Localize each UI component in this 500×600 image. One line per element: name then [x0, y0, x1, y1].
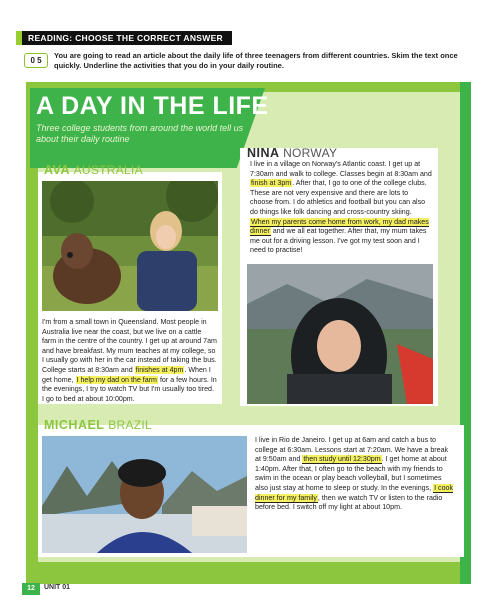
- michael-highlight: then study until 12:30pm: [303, 455, 381, 464]
- nina-text-part: . After that, I go to one of the college clubs. These are not very expensive and there are lots to choose from. I do athletics and football but you can also do things like folk dancing and cross-country skiing.: [250, 179, 427, 216]
- exercise-instruction: You are going to read an article about the daily life of three teenagers from different countries. Skim the text once quickly. Underline the activities that you do in your daily routine.: [54, 51, 458, 70]
- ava-text: [42, 318, 217, 404]
- nina-heading: [247, 146, 337, 160]
- article-title: A DAY IN THE LIFE: [36, 92, 269, 120]
- ava-highlight: I help my dad on the farm: [76, 375, 157, 384]
- michael-country: BRAZIL: [108, 418, 153, 432]
- article-subtitle: Three college students from around the world tell us about their daily routine: [36, 123, 244, 144]
- michael-text-part: . I get home at about 1:40pm. After that, I often go to the beach with my friends to swim in the ocean or play beach volleyball, but I sometimes also just stay at home to sleep or study. In the evenings,: [255, 455, 447, 492]
- nina-highlight: When my parents come home from work, my dad makes dinner: [250, 217, 429, 236]
- michael-highlight: I cook dinner for my family: [255, 483, 454, 502]
- nina-photo: [247, 264, 433, 404]
- michael-photo: [42, 436, 247, 553]
- ava-text-part: . When I get home,: [42, 365, 211, 384]
- ava-country: AUSTRALIA: [73, 163, 143, 177]
- nina-text-part: I live in a village on Norway's Atlantic coast. I get up at 7:30am and walk to college. Classes begin at 8:30am and: [250, 160, 432, 178]
- michael-name: MICHAEL: [44, 418, 105, 432]
- ava-text-part: I'm from a small town in Queensland. Most people in Australia live near the coast, but we live on a cattle farm in the centre of the country. I get up at around 7am and have breakfast. My mum teaches at my college, so I usually go with her in the car instead of taking the bus. College starts at 8:30am and: [42, 318, 217, 374]
- nina-text-part: and we all eat together. After that, my mum takes me out for a driving lesson. I've got my test soon and I need to practise!: [250, 227, 427, 255]
- exercise-number: 0 5: [24, 53, 48, 68]
- nina-highlight: finish at 3pm: [251, 179, 292, 188]
- michael-heading: [44, 418, 152, 432]
- unit-label: UNIT 01: [44, 584, 71, 591]
- nina-country: NORWAY: [283, 146, 338, 160]
- ava-name: AVA: [44, 163, 70, 177]
- michael-text-part: , then we watch TV or listen to the radio before bed. I switch off my light at about 10pm.: [255, 493, 443, 512]
- ava-heading: [44, 163, 143, 177]
- ava-highlight: finishes at 4pm: [135, 365, 184, 374]
- section-label: READING: CHOOSE THE CORRECT ANSWER: [22, 31, 232, 45]
- michael-text: [255, 436, 455, 513]
- ava-text-part: for a few hours. In the evenings, I try to watch TV but I'm usually too tired. I go to bed at about 10:00pm.: [42, 375, 217, 403]
- michael-text-part: I live in Rio de Janeiro. I get up at 6am and catch a bus to college at 6:30am. Lessons start at 7:20am. We have a break at 9:50am and: [255, 436, 449, 464]
- nina-name: NINA: [247, 146, 280, 160]
- ava-photo: [42, 181, 218, 311]
- nina-text: [250, 160, 432, 256]
- page-number: 12: [22, 583, 40, 595]
